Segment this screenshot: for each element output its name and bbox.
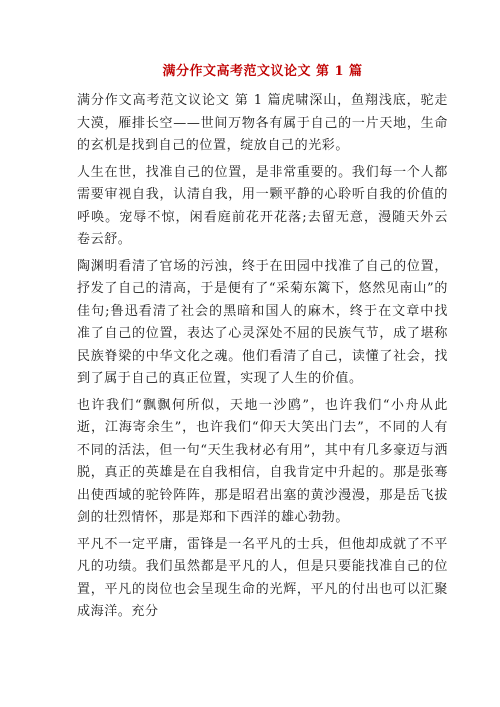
paragraph-2: 人生在世，找准自己的位置，是非常重要的。我们每一个人都需要审视自我，认清自我，用一颗平静的心聆听自我的价值的呼唤。宠辱不惊，闲看庭前花开花落;去留无意，漫随天外云卷云舒。 [77,164,448,247]
document-title: 满分作文高考范文议论文 第 1 篇 [162,64,363,79]
paragraph-5: 平凡不一定平庸，雷锋是一名平凡的士兵，但他却成就了不平凡的功绩。我们虽然都是平凡的人，但是只要能找准自己的位置，平凡的岗位也会呈现生命的光辉，平凡的付出也可以汇聚成海洋。充分 [77,536,448,619]
paragraph-4: 也许我们“飘飘何所似，天地一沙鸥”，也许我们“小舟从此逝，江海寄余生”，也许我们“仰天大笑出门去”，不同的人有不同的活法，但一句“天生我材必有用”，其中有几多豪迈与洒脱，真正的英雄是在自我相信，自我肯定中升起的。那是张骞出使西域的驼铃阵阵，那是昭君出塞的黄沙漫漫，那是岳飞拔剑的壮烈情怀，那是郑和下西洋的雄心勃勃。 [77,397,448,525]
paragraph-3: 陶渊明看清了官场的污浊，终于在田园中找准了自己的位置，抒发了自己的清高，于是便有了“采菊东篱下，悠然见南山”的佳句;鲁迅看清了社会的黑暗和国人的麻木，终于在文章中找准了自己的位置，表达了心灵深处不屈的民族气节，成了堪称民族脊梁的中华文化之魂。他们看清了自己，读懂了社会，找到了属于自己的真正位置，实现了人生的价值。 [77,258,448,386]
paragraph-1: 满分作文高考范文议论文 第 1 篇虎啸深山，鱼翔浅底，驼走大漠，雁排长空——世间万物各有属于自己的一片天地，生命的玄机是找到自己的位置，绽放自己的光彩。 [77,93,448,153]
